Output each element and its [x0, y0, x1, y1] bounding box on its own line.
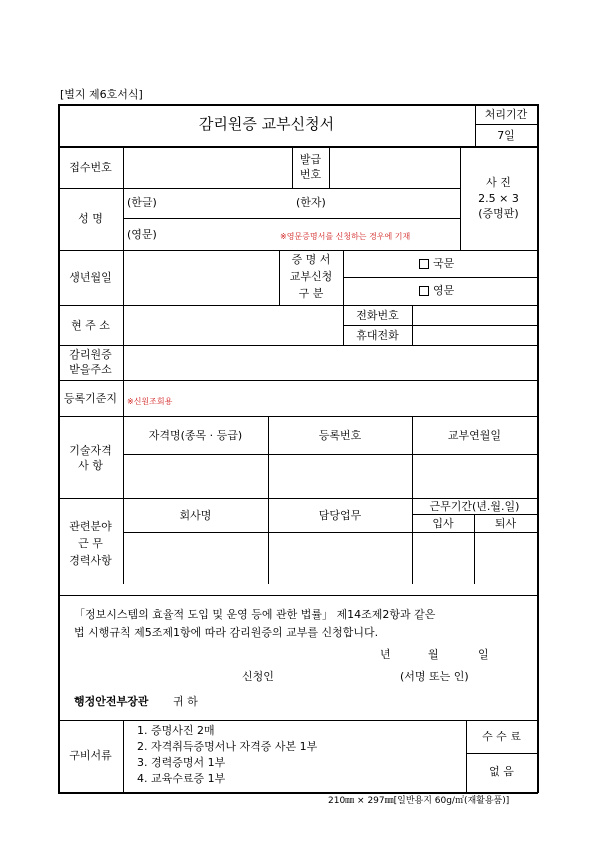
qualification-col-date: 교부연월일	[447, 429, 502, 442]
career-col-company: 회사명	[179, 509, 212, 522]
applicant-label: 신청인	[242, 670, 274, 683]
career-col-leave: 퇴사	[494, 517, 517, 530]
birth-date-field[interactable]	[124, 251, 279, 305]
receipt-number-field[interactable]	[124, 147, 292, 188]
career-col-join: 입사	[432, 517, 454, 530]
qualification-label-2: 사 항	[78, 459, 103, 472]
date-month-label: 월	[428, 648, 439, 661]
document-item: 4. 교육수료증 1부	[137, 772, 226, 785]
career-col-duty: 담당업무	[318, 509, 362, 522]
career-col-period: 근무기간(년.월.일)	[429, 500, 520, 513]
mobile-field[interactable]	[413, 326, 537, 345]
korean-checkbox[interactable]	[419, 259, 429, 269]
qualification-col-regno: 등록번호	[318, 429, 362, 442]
qualification-regno-cell[interactable]	[269, 455, 412, 498]
name-hanja-label: (한자)	[296, 196, 326, 209]
name-label: 성 명	[78, 212, 103, 225]
english-checkbox[interactable]	[419, 286, 429, 296]
name-english-field[interactable]	[170, 219, 275, 249]
cert-type-label-1: 증 명 서	[291, 253, 331, 266]
declaration-line-2: 법 시행규칙 제5조제1항에 따라 감리원증의 교부를 신청합니다.	[74, 626, 379, 639]
option-korean[interactable]	[419, 257, 479, 271]
name-korean-field[interactable]	[124, 189, 460, 218]
delivery-address-label-1: 감리원증	[69, 348, 112, 361]
form-title: 감리원증 교부신청서	[198, 115, 335, 133]
qualification-col-name: 자격명(종목 · 등급)	[148, 429, 243, 442]
photo-type: (증명판)	[478, 207, 519, 220]
address-label: 현 주 소	[71, 319, 110, 332]
phone-label: 전화번호	[356, 309, 399, 322]
phone-field[interactable]	[413, 306, 537, 325]
birth-date-label: 생년월일	[69, 271, 112, 284]
documents-label: 구비서류	[69, 749, 112, 762]
form-number-label: [별지 제6호서식]	[60, 88, 143, 101]
addressee: 행정안전부장관	[74, 695, 149, 708]
addressee-suffix: 귀 하	[173, 695, 198, 708]
mobile-label: 휴대전화	[356, 329, 399, 342]
career-label-3: 경력사항	[69, 554, 112, 567]
receipt-number-label: 접수번호	[69, 161, 112, 174]
document-item: 1. 증명사진 2매	[137, 724, 215, 737]
career-label-1: 관련분야	[69, 520, 112, 533]
name-korean-label: (한글)	[127, 196, 157, 209]
delivery-address-field[interactable]	[124, 346, 537, 380]
paper-spec-footer: 210㎜ × 297㎜[일반용지 60g/㎡(재활용품)]	[328, 796, 510, 806]
option-korean-label: 국문	[433, 257, 455, 270]
career-duty-cell[interactable]	[269, 533, 412, 584]
document-item: 2. 자격취득증명서나 자격증 사본 1부	[137, 740, 318, 753]
fee-value: 없 음	[489, 765, 514, 778]
processing-value: 7일	[497, 129, 515, 142]
english-note: ※영문증명서를 신청하는 경우에 기재	[280, 232, 411, 241]
registration-base-label: 등록기준지	[63, 392, 118, 405]
fee-label: 수 수 료	[482, 730, 521, 743]
qualification-name-cell[interactable]	[124, 455, 268, 498]
signature-label: (서명 또는 인)	[400, 670, 469, 683]
issue-number-field[interactable]	[330, 147, 460, 188]
photo-size: 2.5 × 3	[478, 192, 519, 205]
career-leave-cell[interactable]	[475, 533, 537, 584]
issue-number-label-1: 발급	[299, 153, 322, 166]
registration-note: ※신원조회용	[127, 397, 173, 406]
processing-label: 처리기간	[484, 108, 528, 121]
career-company-cell[interactable]	[124, 533, 268, 584]
delivery-address-label-2: 받을주소	[69, 363, 112, 376]
cert-type-label-2: 교부신청	[289, 270, 333, 283]
qualification-label-1: 기술자격	[69, 444, 112, 457]
name-english-label: (영문)	[127, 228, 157, 241]
registration-base-field[interactable]	[124, 381, 537, 416]
option-english[interactable]	[419, 284, 479, 298]
document-item: 3. 경력증명서 1부	[137, 756, 226, 769]
issue-number-label-2: 번호	[299, 168, 322, 181]
date-year-label: 년	[380, 648, 391, 661]
career-label-2: 근 무	[78, 537, 103, 550]
career-join-cell[interactable]	[413, 533, 474, 584]
photo-label: 사 진	[486, 176, 511, 189]
date-day-label: 일	[478, 648, 489, 661]
declaration-line-1: 「정보시스템의 효율적 도입 및 운영 등에 관한 법률」 제14조제2항과 같은	[74, 608, 436, 621]
address-field[interactable]	[124, 306, 343, 345]
qualification-date-cell[interactable]	[413, 455, 537, 498]
option-english-label: 영문	[433, 284, 455, 297]
cert-type-label-3: 구 분	[298, 287, 324, 300]
